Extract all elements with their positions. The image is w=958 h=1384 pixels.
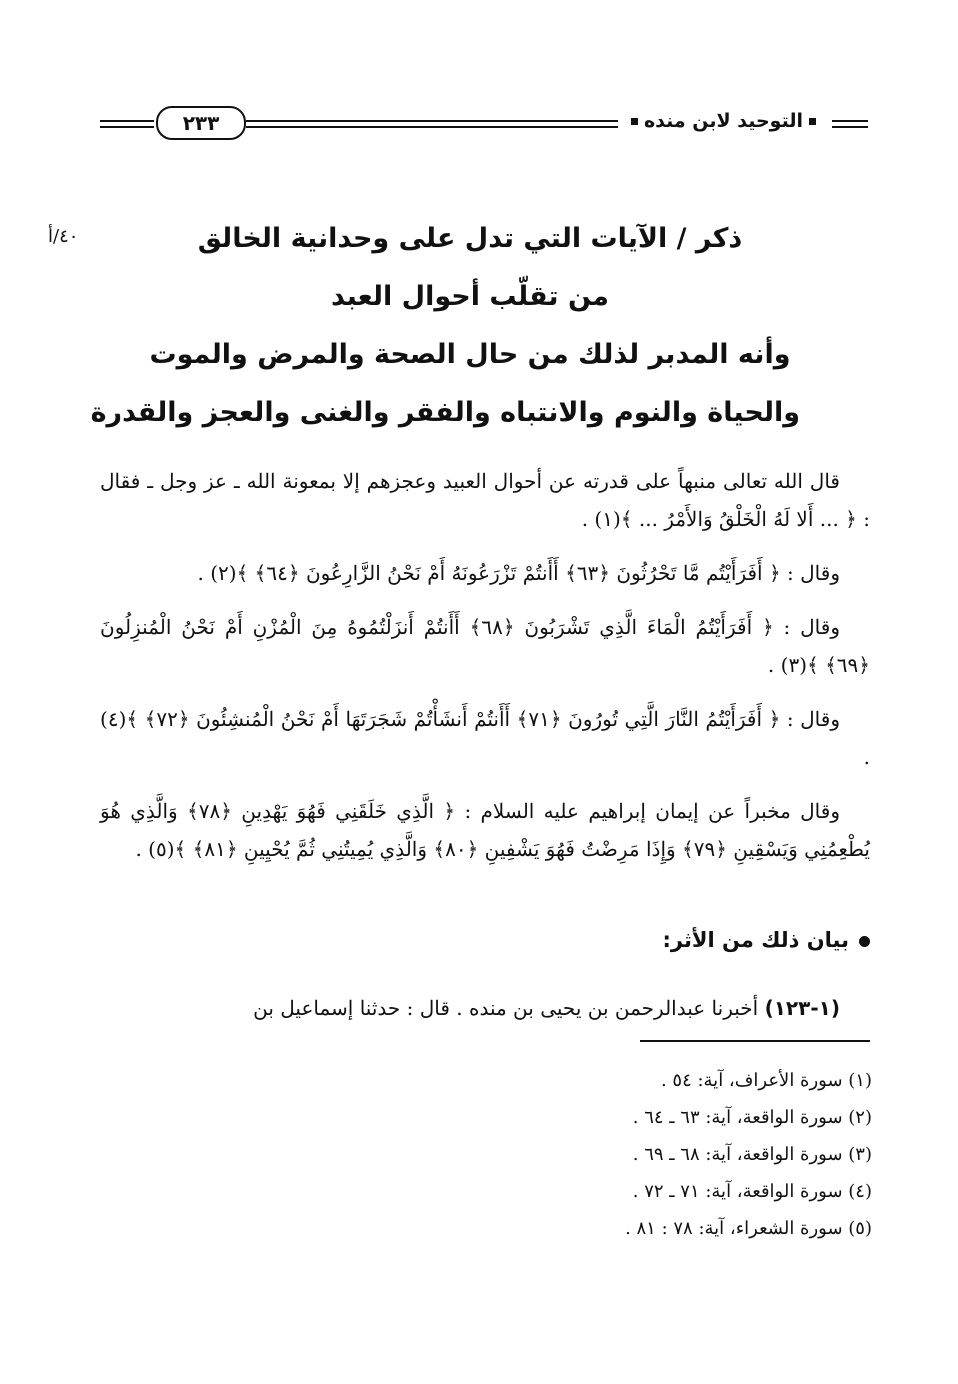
footnote: (٢) سورة الواقعة، آية: ٦٣ ـ ٦٤ .: [632, 1107, 872, 1128]
header-rule-middle: [246, 120, 618, 122]
footnote: (٣) سورة الواقعة، آية: ٦٨ ـ ٦٩ .: [632, 1144, 872, 1165]
narration-text: أخبرنا عبدالرحمن بن يحيى بن منده . قال : حدثنا إسماعيل بن: [253, 996, 759, 1020]
footnote: (٤) سورة الواقعة، آية: ٧١ ـ ٧٢ .: [632, 1181, 872, 1202]
header-rule-left-lower: [100, 126, 154, 128]
footnotes: [472, 1062, 872, 1247]
square-ornament-icon: [809, 118, 816, 125]
page-number: ٢٣٣: [156, 106, 246, 140]
section-label-text: بيان ذلك من الأثر:: [662, 928, 849, 952]
paragraph: وقال : ﴿ أَفَرَأَيْتُمُ الْمَاءَ الَّذِي تَشْرَبُونَ ﴿٦٨﴾ أَأَنتُمْ أَنزَلْتُمُوهُ مِنَ الْمُزْنِ أَمْ نَحْنُ الْمُنزِلُونَ ﴿٦٩﴾ ﴾(٣) .: [100, 615, 870, 677]
heading-line: من تقلّب أحوال العبد: [331, 281, 609, 312]
heading-line: ذكر / الآيات التي تدل على وحدانية الخالق: [197, 223, 743, 254]
paragraph: وقال : ﴿ أَفَرَأَيْتُم مَّا تَحْرُثُونَ ﴿٦٣﴾ أَأَنتُمْ تَزْرَعُونَهُ أَمْ نَحْنُ الزَّارِعُونَ ﴿٦٤﴾ ﴾(٢) .: [197, 561, 840, 585]
chapter-heading: [90, 210, 800, 442]
narration-paragraph: [100, 990, 870, 1026]
header-rule-middle-lower: [246, 126, 618, 128]
body-text: [100, 462, 870, 884]
book-title: [619, 110, 828, 132]
heading-line: وأنه المدبر لذلك من حال الصحة والمرض والموت: [149, 339, 791, 370]
footnote: (١) سورة الأعراف، آية: ٥٤ .: [660, 1070, 872, 1091]
header-rule-left: [100, 120, 154, 122]
narration-number: (١-١٢٣): [764, 996, 840, 1020]
header-rule-right-lower: [832, 126, 868, 128]
footnote-separator: [640, 1040, 870, 1042]
manuscript-folio-note: ٤٠/أ: [48, 226, 79, 247]
square-ornament-icon: [631, 118, 638, 125]
paragraph: قال الله تعالى منبهاً على قدرته عن أحوال العبيد وعجزهم إلا بمعونة الله ـ عز وجل ـ فقال : ﴿ ... أَلا لَهُ الْخَلْقُ وَالأَمْرُ ... ﴾(١) .: [100, 469, 870, 531]
heading-line: والحياة والنوم والانتباه والفقر والغنى والعجز والقدرة: [90, 397, 800, 428]
header-rule-right: [832, 120, 868, 122]
book-title-text: التوحيد لابن منده: [643, 110, 803, 132]
paragraph: وقال : ﴿ أَفَرَأَيْتُمُ النَّارَ الَّتِي تُورُونَ ﴿٧١﴾ أَأَنتُمْ أَنشَأْتُمْ شَجَرَتَهَا أَمْ نَحْنُ الْمُنشِئُونَ ﴿٧٢﴾ ﴾(٤) .: [100, 707, 870, 769]
bullet-icon: [859, 936, 870, 947]
section-label: [663, 928, 871, 952]
page-header: [100, 108, 868, 148]
footnote: (٥) سورة الشعراء، آية: ٧٨ : ٨١ .: [625, 1218, 872, 1239]
paragraph: وقال مخبراً عن إيمان إبراهيم عليه السلام : ﴿ الَّذِي خَلَقَنِي فَهُوَ يَهْدِينِ ﴿٧٨﴾ وَالَّذِي هُوَ يُطْعِمُنِي وَيَسْقِينِ ﴿٧٩﴾ وَإِذَا مَرِضْتُ فَهُوَ يَشْفِينِ ﴿٨٠﴾ وَالَّذِي يُمِيتُنِي ثُمَّ يُحْيِينِ ﴿٨١﴾ ﴾(٥) .: [100, 799, 870, 861]
